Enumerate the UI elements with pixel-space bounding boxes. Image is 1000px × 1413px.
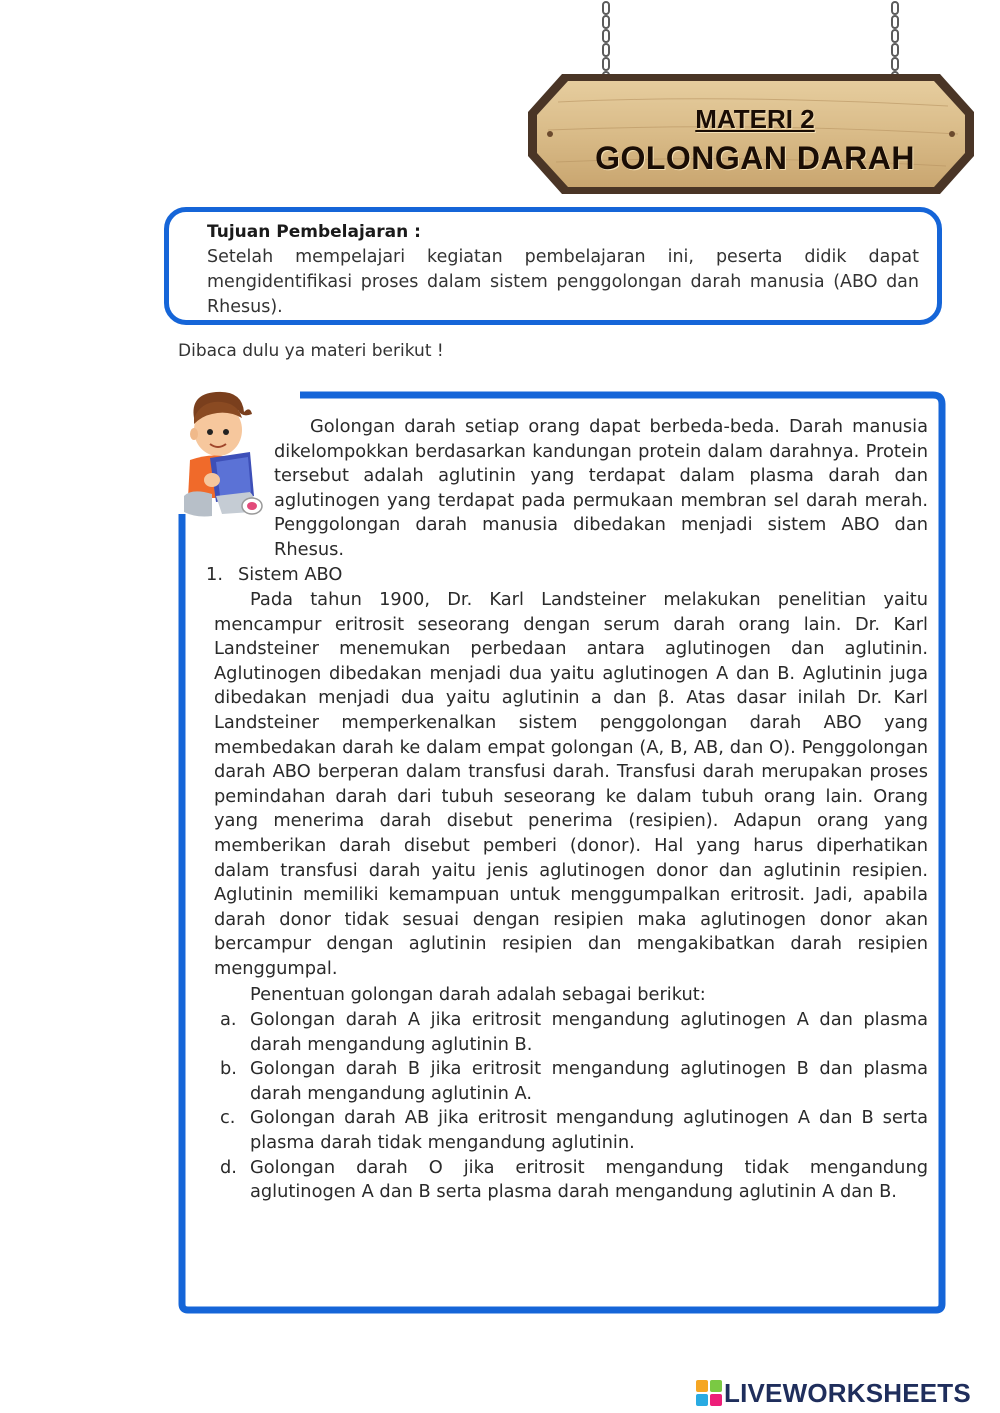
sign-subtitle: MATERI 2 xyxy=(695,104,815,134)
list-text: Golongan darah B jika eritrosit mengandung aglutinogen B dan plasma darah mengandung aglutinin A. xyxy=(250,1058,928,1104)
page-title: GOLONGAN DARAH xyxy=(595,140,915,176)
section-number: 1. xyxy=(206,564,223,585)
blood-type-list xyxy=(214,1008,928,1205)
list-item xyxy=(214,1057,928,1106)
intro-text: Dibaca dulu ya materi berikut ! xyxy=(178,341,444,361)
paragraph-abo: Pada tahun 1900, Dr. Karl Landsteiner melakukan penelitian yaitu mencampur eritrosit seseorang dengan serum darah orang lain. Dr. Karl Landsteiner menemukan perbedaan antara aglutinogen dan aglutinin. Aglutinogen dibedakan menjadi dua yaitu aglutinogen A dan B. Aglutinin juga dibedakan menjadi dua yaitu aglutinin a dan β. Atas dasar inilah Dr. Karl Landsteiner memperkenalkan sistem penggolongan darah ABO yang membedakan darah ke dalam empat golongan (A, B, AB, dan O). Penggolongan darah ABO berperan dalam transfusi darah. Transfusi darah merupakan proses pemindahan darah dari tubuh seseorang ke dalam tubuh orang lain. Orang yang menerima darah disebut penerima (resipien). Adapun orang yang memberikan darah disebut pemberi (donor). Hal yang harus diperhatikan dalam transfusi darah yaitu jenis aglutinogen donor dan aglutinin resipien. Aglutinin memiliki kemampuan untuk menggumpalkan eritrosit. Jadi, apabila darah donor tidak sesuai dengan resipien maka aglutinogen donor akan bercampur dengan aglutinin resipien dan mengakibatkan darah resipien menggumpal. xyxy=(214,589,928,979)
section-heading xyxy=(206,563,342,588)
list-letter: c. xyxy=(220,1107,236,1129)
list-item xyxy=(214,1156,928,1205)
paragraph-list-intro: Penentuan golongan darah adalah sebagai berikut: xyxy=(250,984,706,1005)
list-letter: d. xyxy=(220,1156,237,1178)
objective-text: Setelah mempelajari kegiatan pembelajaran ini, peserta didik dapat mengidentifikasi proses dalam sistem penggolongan darah manusia (ABO dan Rhesus). xyxy=(207,247,919,317)
paragraph-intro: Golongan darah setiap orang dapat berbeda-beda. Darah manusia dikelompokkan berdasarkan kandungan protein dalam darahnya. Protein tersebut adalah aglutinin yang terdapat dalam plasma darah dan aglutinogen yang terdapat pada permukaan membran sel darah merah. Penggolongan darah manusia dibedakan menjadi sistem ABO dan Rhesus. xyxy=(274,416,928,560)
objective-heading: Tujuan Pembelajaran : xyxy=(207,222,421,242)
brand-name: LIVEWORKSHEETS xyxy=(724,1378,971,1408)
list-letter: a. xyxy=(220,1009,237,1030)
sign-title xyxy=(560,100,950,178)
list-letter: b. xyxy=(220,1058,237,1080)
list-text: Golongan darah AB jika eritrosit mengandung aglutinogen A dan B serta plasma darah tidak mengandung aglutinin. xyxy=(250,1107,928,1153)
section-title: Sistem ABO xyxy=(238,564,343,585)
boy-reading-icon xyxy=(172,388,268,528)
list-text: Golongan darah A jika eritrosit mengandung aglutinogen A dan plasma darah mengandung aglutinin B. xyxy=(250,1009,928,1055)
list-item xyxy=(214,1008,928,1057)
learning-objective-box xyxy=(164,207,942,325)
liveworksheets-logo-icon xyxy=(696,1380,722,1406)
list-item xyxy=(214,1106,928,1155)
list-text: Golongan darah O jika eritrosit mengandung tidak mengandung aglutinogen A dan B serta plasma darah mengandung aglutinin A dan B. xyxy=(250,1156,928,1203)
